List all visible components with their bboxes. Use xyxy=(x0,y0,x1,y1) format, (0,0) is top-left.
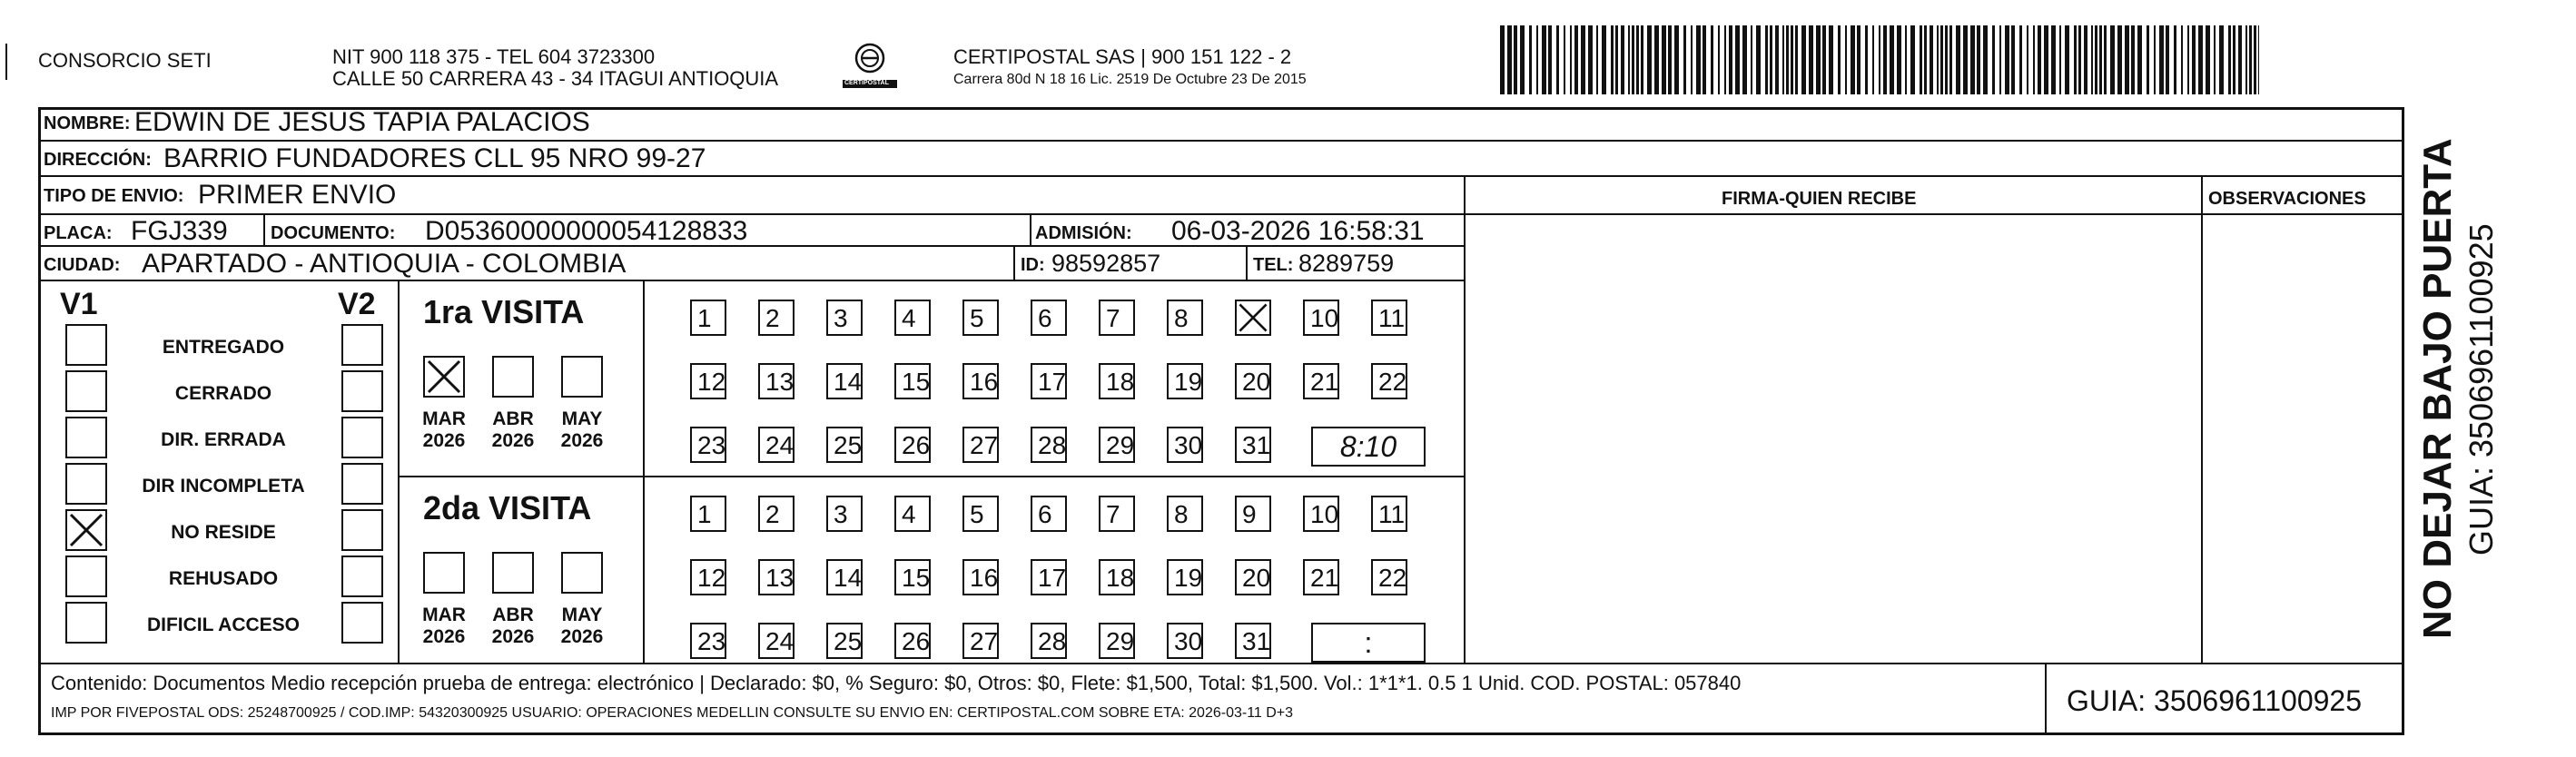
barcode-bar xyxy=(1654,25,1659,94)
day-box[interactable]: 5 xyxy=(962,496,999,532)
barcode-bar xyxy=(1770,25,1772,94)
day-box[interactable]: 30 xyxy=(1167,623,1203,659)
admision-value: 06-03-2026 16:58:31 xyxy=(1171,216,1425,246)
visit-title: 2da VISITA xyxy=(423,489,592,526)
visit-title: 1ra VISITA xyxy=(423,293,585,330)
barcode-bar xyxy=(1851,25,1855,94)
v1-checkbox[interactable] xyxy=(65,370,107,412)
barcode-bar xyxy=(2233,25,2235,94)
day-box[interactable]: 26 xyxy=(894,427,931,463)
barcode-bar xyxy=(1570,25,1572,94)
barcode-bar xyxy=(2027,25,2028,94)
barcode-bar xyxy=(2099,25,2102,94)
day-box[interactable]: 14 xyxy=(826,559,863,595)
barcode-bar xyxy=(2104,25,2107,94)
v2-checkbox[interactable] xyxy=(341,417,383,458)
barcode-bar xyxy=(1615,25,1618,94)
month-label: MAR 2026 xyxy=(422,408,466,452)
barcode-bar xyxy=(1668,25,1672,94)
barcode-icon xyxy=(1500,25,2259,94)
v2-checkbox[interactable] xyxy=(341,555,383,597)
day-box[interactable]: 2 xyxy=(758,300,795,336)
barcode-bar xyxy=(2084,25,2087,94)
barcode-bar xyxy=(2206,25,2210,94)
month-checkbox[interactable] xyxy=(492,552,534,594)
barcode-bar xyxy=(2174,25,2176,94)
day-box[interactable]: 4 xyxy=(894,300,931,336)
barcode-bar xyxy=(2011,25,2015,94)
barcode-bar xyxy=(1905,25,1907,94)
status-label: NO RESIDE xyxy=(171,522,276,543)
barcode-bar xyxy=(2192,25,2196,94)
day-box[interactable]: 1 xyxy=(690,496,726,532)
v2-checkbox[interactable] xyxy=(341,324,383,366)
day-box[interactable]: 28 xyxy=(1031,427,1067,463)
barcode-bar xyxy=(2110,25,2115,94)
barcode-bar xyxy=(2019,25,2022,94)
id-label: ID: xyxy=(1021,255,1045,275)
barcode-bar xyxy=(2258,25,2259,94)
barcode-bar xyxy=(1691,25,1693,94)
month-checkbox[interactable] xyxy=(492,356,534,398)
documento-label: DOCUMENTO: xyxy=(271,223,396,243)
barcode-bar xyxy=(1674,25,1679,94)
nit-line: NIT 900 118 375 - TEL 604 3723300 xyxy=(332,45,656,68)
barcode-bar xyxy=(1897,25,1901,94)
day-box[interactable]: 10 xyxy=(1303,300,1339,336)
time-box[interactable]: : xyxy=(1311,623,1426,663)
barcode-bar xyxy=(1718,25,1720,94)
ciudad-label: CIUDAD: xyxy=(44,255,121,275)
barcode-bar xyxy=(1641,25,1643,94)
barcode-bar xyxy=(1816,25,1821,94)
day-box[interactable]: 4 xyxy=(894,496,931,532)
barcode-bar xyxy=(1735,25,1740,94)
barcode-bar xyxy=(1574,25,1578,94)
tel-label: TEL: xyxy=(1253,255,1294,275)
barcode-bar xyxy=(2159,25,2164,94)
day-box[interactable]: 7 xyxy=(1099,496,1135,532)
v2-checkbox[interactable] xyxy=(341,602,383,644)
barcode-bar xyxy=(1775,25,1779,94)
side-guia: GUIA: 3506961100925 xyxy=(2462,223,2500,555)
day-box[interactable]: 10 xyxy=(1303,496,1339,532)
month-checkbox[interactable] xyxy=(561,552,603,594)
day-box[interactable]: 24 xyxy=(758,427,795,463)
day-box[interactable]: 22 xyxy=(1371,363,1407,399)
barcode-bar xyxy=(2091,25,2093,94)
barcode-bar xyxy=(1507,25,1512,94)
day-box[interactable]: 13 xyxy=(758,559,795,595)
barcode-bar xyxy=(1636,25,1639,94)
day-box[interactable]: 12 xyxy=(690,363,726,399)
tipo-envio-value: PRIMER ENVIO xyxy=(198,180,397,210)
tipo-envio-label: TIPO DE ENVIO: xyxy=(44,186,184,206)
license-line: Carrera 80d N 18 16 Lic. 2519 De Octubre 23 De 2015 xyxy=(953,72,1307,87)
nombre-label: NOMBRE: xyxy=(44,113,131,133)
barcode-bar xyxy=(2245,25,2247,94)
day-box[interactable]: 21 xyxy=(1303,559,1339,595)
day-box[interactable]: 23 xyxy=(690,427,726,463)
barcode-bar xyxy=(1795,25,1798,94)
side-no-dejar: NO DEJAR BAJO PUERTA xyxy=(2415,138,2460,639)
barcode-bar xyxy=(2125,25,2129,94)
barcode-bar xyxy=(1742,25,1747,94)
barcode-bar xyxy=(2166,25,2169,94)
day-box[interactable]: 6 xyxy=(1031,300,1067,336)
month-checkbox[interactable] xyxy=(423,356,465,398)
status-label: DIFICIL ACCESO xyxy=(146,614,300,635)
month-label: MAY 2026 xyxy=(560,605,604,648)
v2-checkbox[interactable] xyxy=(341,509,383,551)
day-box[interactable] xyxy=(1235,300,1271,336)
barcode-bar xyxy=(1632,25,1634,94)
day-box[interactable]: 25 xyxy=(826,427,863,463)
barcode-bar xyxy=(1588,25,1593,94)
day-box[interactable]: 25 xyxy=(826,623,863,659)
day-box[interactable]: 9 xyxy=(1235,496,1271,532)
company-name: CONSORCIO SETI xyxy=(38,49,212,72)
barcode-bar xyxy=(1542,25,1546,94)
barcode-bar xyxy=(1782,25,1784,94)
address-line: CALLE 50 CARRERA 43 - 34 ITAGUI ANTIOQUIA xyxy=(332,67,779,90)
barcode-bar xyxy=(2181,25,2183,94)
barcode-bar xyxy=(1500,25,1505,94)
barcode-bar xyxy=(1520,25,1525,94)
footer-guia: GUIA: 3506961100925 xyxy=(2067,684,2362,717)
barcode-bar xyxy=(1829,25,1833,94)
day-box[interactable]: 20 xyxy=(1235,363,1271,399)
observaciones-header: OBSERVACIONES xyxy=(2208,189,2366,209)
day-box[interactable]: 26 xyxy=(894,623,931,659)
barcode-bar xyxy=(1596,25,1598,94)
barcode-bar xyxy=(2214,25,2216,94)
status-label: REHUSADO xyxy=(168,568,279,589)
direccion-label: DIRECCIÓN: xyxy=(44,150,152,170)
day-box[interactable]: 28 xyxy=(1031,623,1067,659)
ciudad-value: APARTADO - ANTIOQUIA - COLOMBIA xyxy=(142,249,627,279)
barcode-bar xyxy=(1621,25,1624,94)
barcode-bar xyxy=(1514,25,1517,94)
barcode-bar xyxy=(1564,25,1565,94)
barcode-bar xyxy=(1999,25,2001,94)
day-box[interactable]: 17 xyxy=(1031,559,1067,595)
barcode-bar xyxy=(2187,25,2189,94)
id-value: 98592857 xyxy=(1051,250,1161,277)
time-box[interactable]: 8:10 xyxy=(1311,427,1426,467)
barcode-bar xyxy=(1977,25,1980,94)
day-box[interactable]: 13 xyxy=(758,363,795,399)
barcode-bar xyxy=(1963,25,1968,94)
month-checkbox[interactable] xyxy=(561,356,603,398)
status-label: DIR INCOMPLETA xyxy=(142,476,305,496)
direccion-value: BARRIO FUNDADORES CLL 95 NRO 99-27 xyxy=(163,143,706,173)
day-box[interactable]: 31 xyxy=(1235,623,1271,659)
barcode-bar xyxy=(1920,25,1922,94)
barcode-bar xyxy=(1956,25,1960,94)
barcode-bar xyxy=(1865,25,1868,94)
footer-contenido: Contenido: Documentos Medio recepción prueba de entrega: electrónico | Declarado: $0, % Seguro: $0, Otros: $0, Flete: $1,500, Total: $1,500. Vol.: 1*1*1. 0.5 1 Unid. COD. POSTAL: 057840 xyxy=(51,672,1742,694)
barcode-bar xyxy=(2044,25,2048,94)
v1-checkbox[interactable] xyxy=(65,324,107,366)
barcode-bar xyxy=(2051,25,2056,94)
barcode-bar xyxy=(1992,25,1995,94)
month-label: ABR 2026 xyxy=(491,408,535,452)
day-box[interactable]: 17 xyxy=(1031,363,1067,399)
day-box[interactable]: 14 xyxy=(826,363,863,399)
certipostal-line: CERTIPOSTAL SAS | 900 151 122 - 2 xyxy=(953,45,1292,68)
v1-checkbox[interactable] xyxy=(65,509,107,551)
barcode-bar xyxy=(1548,25,1552,94)
day-box[interactable]: 3 xyxy=(826,300,863,336)
barcode-bar xyxy=(1662,25,1666,94)
day-box[interactable]: 24 xyxy=(758,623,795,659)
barcode-bar xyxy=(1765,25,1768,94)
barcode-bar xyxy=(1949,25,1952,94)
barcode-bar xyxy=(1536,25,1538,94)
day-box[interactable]: 7 xyxy=(1099,300,1135,336)
day-box[interactable]: 8 xyxy=(1167,496,1203,532)
firma-header: FIRMA-QUIEN RECIBE xyxy=(1722,189,1917,209)
footer-imp: IMP POR FIVEPOSTAL ODS: 25248700925 / COD.IMP: 54320300925 USUARIO: OPERACIONES MEDELLIN CONSULTE SU ENVIO EN: CERTIPOSTAL.COM SOBRE ETA: 2026-03-11 D+3 xyxy=(51,705,1294,721)
barcode-bar xyxy=(1729,25,1732,94)
barcode-bar xyxy=(2131,25,2135,94)
barcode-bar xyxy=(1910,25,1915,94)
barcode-bar xyxy=(2154,25,2156,94)
barcode-bar xyxy=(1647,25,1652,94)
barcode-bar xyxy=(1696,25,1701,94)
day-box[interactable]: 29 xyxy=(1099,427,1135,463)
barcode-bar xyxy=(2228,25,2231,94)
month-label: ABR 2026 xyxy=(491,605,535,648)
barcode-bar xyxy=(1581,25,1585,94)
barcode-bar xyxy=(2254,25,2256,94)
tel-value: 8289759 xyxy=(1298,250,1395,277)
placa-value: FGJ339 xyxy=(131,216,228,246)
barcode-bar xyxy=(1930,25,1933,94)
day-box[interactable]: 15 xyxy=(894,363,931,399)
barcode-bar xyxy=(1879,25,1880,94)
barcode-bar xyxy=(2249,25,2252,94)
barcode-bar xyxy=(1756,25,1761,94)
barcode-bar xyxy=(2137,25,2142,94)
day-box[interactable]: 19 xyxy=(1167,559,1203,595)
v2-header: V2 xyxy=(338,287,376,321)
v2-checkbox[interactable] xyxy=(341,463,383,505)
day-box[interactable]: 21 xyxy=(1303,363,1339,399)
nombre-value: EDWIN DE JESUS TAPIA PALACIOS xyxy=(134,107,590,137)
barcode-bar xyxy=(1983,25,1988,94)
barcode-bar xyxy=(2038,25,2041,94)
day-box[interactable]: 30 xyxy=(1167,427,1203,463)
day-box[interactable]: 18 xyxy=(1099,559,1135,595)
day-box[interactable]: 19 xyxy=(1167,363,1203,399)
day-box[interactable]: 11 xyxy=(1371,300,1407,336)
barcode-bar xyxy=(1602,25,1606,94)
barcode-bar xyxy=(2238,25,2242,94)
barcode-bar xyxy=(1556,25,1559,94)
day-box[interactable]: 1 xyxy=(690,300,726,336)
barcode-bar xyxy=(1970,25,1975,94)
barcode-bar xyxy=(1611,25,1614,94)
day-box[interactable]: 16 xyxy=(962,559,999,595)
day-box[interactable]: 22 xyxy=(1371,559,1407,595)
admision-label: ADMISIÓN: xyxy=(1035,223,1132,243)
day-box[interactable]: 29 xyxy=(1099,623,1135,659)
month-label: MAY 2026 xyxy=(560,408,604,452)
v1-checkbox[interactable] xyxy=(65,463,107,505)
day-box[interactable]: 5 xyxy=(962,300,999,336)
v1-checkbox[interactable] xyxy=(65,417,107,458)
barcode-bar xyxy=(1791,25,1793,94)
day-box[interactable]: 31 xyxy=(1235,427,1271,463)
barcode-bar xyxy=(1724,25,1726,94)
day-box[interactable]: 11 xyxy=(1371,496,1407,532)
v1-header: V1 xyxy=(60,287,98,321)
month-checkbox[interactable] xyxy=(423,552,465,594)
barcode-bar xyxy=(1940,25,1943,94)
documento-value: D05360000000054128833 xyxy=(425,216,748,246)
barcode-bar xyxy=(2219,25,2224,94)
barcode-bar xyxy=(1822,25,1826,94)
day-box[interactable]: 8 xyxy=(1167,300,1203,336)
v1-checkbox[interactable] xyxy=(65,555,107,597)
barcode-bar xyxy=(1751,25,1752,94)
barcode-bar xyxy=(1945,25,1948,94)
barcode-bar xyxy=(1529,25,1532,94)
certipostal-logo-icon xyxy=(837,42,903,93)
day-box[interactable]: 27 xyxy=(962,427,999,463)
day-box[interactable]: 20 xyxy=(1235,559,1271,595)
barcode-bar xyxy=(1872,25,1874,94)
v1-checkbox[interactable] xyxy=(65,602,107,644)
day-box[interactable]: 2 xyxy=(758,496,795,532)
placa-label: PLACA: xyxy=(44,223,113,243)
barcode-bar xyxy=(2198,25,2203,94)
day-box[interactable]: 15 xyxy=(894,559,931,595)
status-label: ENTREGADO xyxy=(162,337,285,358)
barcode-bar xyxy=(2095,25,2097,94)
barcode-bar xyxy=(1857,25,1860,94)
barcode-bar xyxy=(2059,25,2061,94)
barcode-bar xyxy=(2033,25,2035,94)
barcode-bar xyxy=(2005,25,2009,94)
barcode-bar xyxy=(2147,25,2149,94)
barcode-bar xyxy=(1703,25,1706,94)
barcode-bar xyxy=(1683,25,1686,94)
barcode-bar xyxy=(1786,25,1789,94)
barcode-bar xyxy=(1809,25,1813,94)
barcode-bar xyxy=(1801,25,1806,94)
barcode-bar xyxy=(1890,25,1894,94)
day-box[interactable]: 16 xyxy=(962,363,999,399)
day-box[interactable]: 27 xyxy=(962,623,999,659)
barcode-bar xyxy=(2117,25,2122,94)
day-box[interactable]: 23 xyxy=(690,623,726,659)
barcode-bar xyxy=(1883,25,1887,94)
barcode-bar xyxy=(1924,25,1927,94)
day-box[interactable]: 18 xyxy=(1099,363,1135,399)
barcode-bar xyxy=(1937,25,1939,94)
day-box[interactable]: 12 xyxy=(690,559,726,595)
v2-checkbox[interactable] xyxy=(341,370,383,412)
barcode-bar xyxy=(1711,25,1713,94)
barcode-bar xyxy=(2065,25,2069,94)
barcode-bar xyxy=(2078,25,2081,94)
day-box[interactable]: 3 xyxy=(826,496,863,532)
status-label: CERRADO xyxy=(174,383,272,404)
barcode-bar xyxy=(1628,25,1630,94)
logo-text: CERTIPOSTAL xyxy=(844,80,889,86)
month-label: MAR 2026 xyxy=(422,605,466,648)
barcode-bar xyxy=(2074,25,2077,94)
status-label: DIR. ERRADA xyxy=(161,429,286,450)
barcode-bar xyxy=(1838,25,1841,94)
day-box[interactable]: 6 xyxy=(1031,496,1067,532)
barcode-bar xyxy=(1845,25,1847,94)
